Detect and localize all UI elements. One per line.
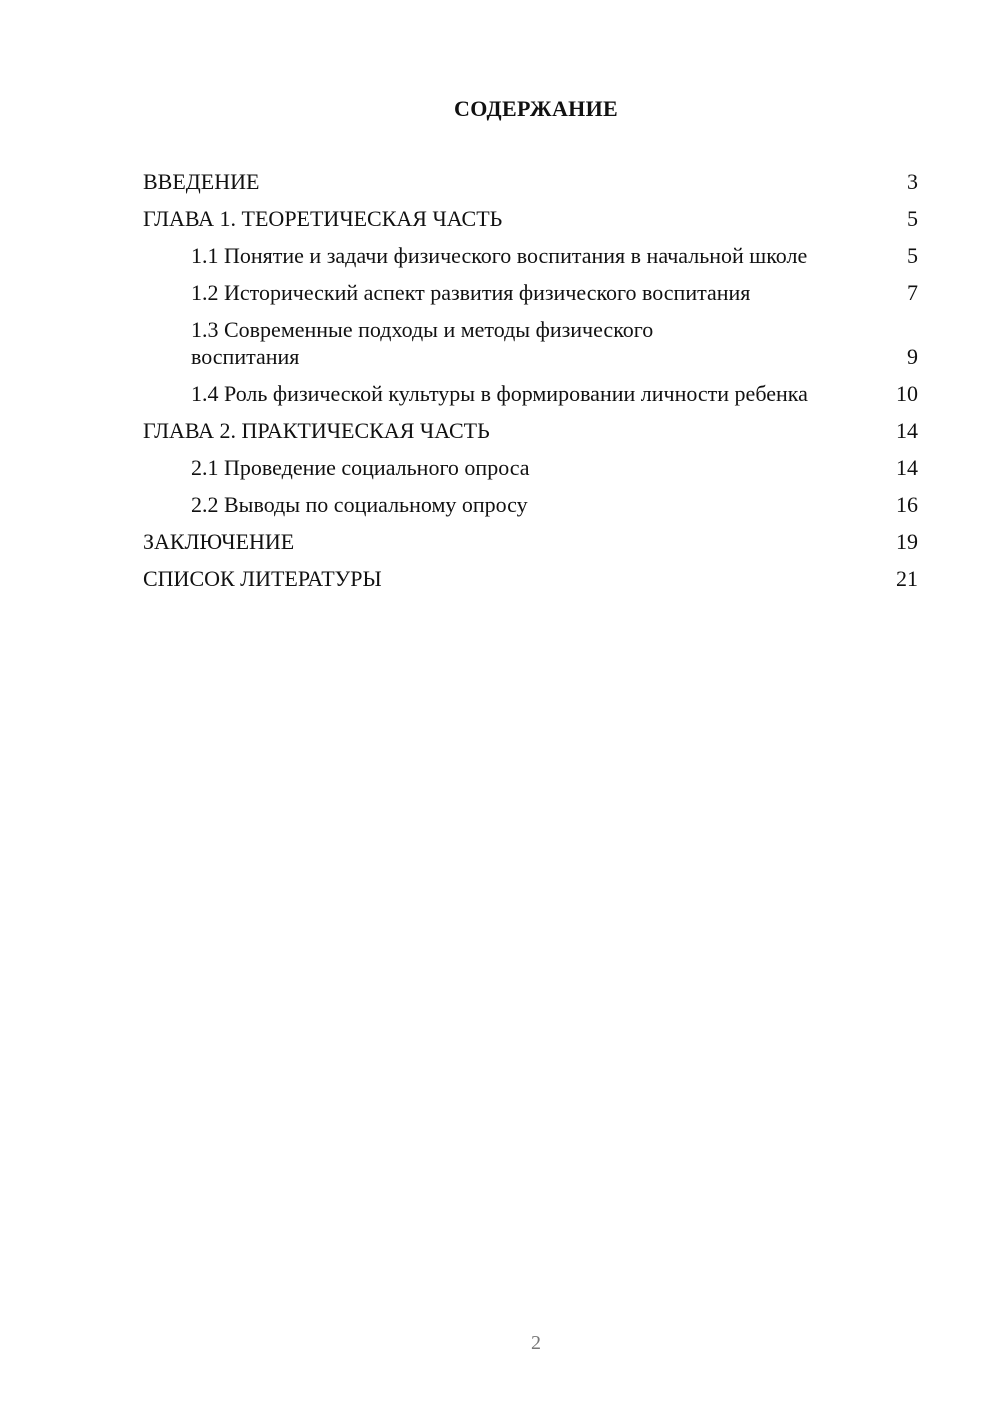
toc-entry-page: 9 — [907, 344, 918, 369]
toc-entry-text: ЗАКЛЮЧЕНИЕ — [143, 529, 295, 554]
toc-entry-conclusion[interactable] — [143, 528, 918, 555]
toc-entry-section-1-2[interactable] — [143, 279, 918, 306]
table-of-contents — [143, 168, 918, 602]
toc-entry-text: 2.2 Выводы по социальному опросу — [191, 492, 528, 517]
toc-entry-text: СПИСОК ЛИТЕРАТУРЫ — [143, 566, 382, 591]
toc-entry-page: 14 — [896, 455, 918, 480]
page-number: 2 — [531, 1332, 541, 1354]
toc-entry-page: 16 — [896, 492, 918, 517]
toc-entry-text: 1.4 Роль физической культуры в формировании личности ребенка — [191, 381, 808, 406]
toc-entry-text: 2.1 Проведение социального опроса — [191, 455, 530, 480]
toc-entry-page: 5 — [907, 206, 918, 231]
toc-entry-page: 7 — [907, 280, 918, 305]
toc-entry-introduction[interactable] — [143, 168, 918, 195]
toc-entry-section-1-3[interactable] — [143, 316, 918, 370]
toc-title: СОДЕРЖАНИЕ — [454, 96, 618, 121]
toc-entry-page: 14 — [896, 418, 918, 443]
toc-entry-chapter-1[interactable] — [143, 205, 918, 232]
toc-entry-text: ВВЕДЕНИЕ — [143, 169, 260, 194]
toc-entry-text: ГЛАВА 2. ПРАКТИЧЕСКАЯ ЧАСТЬ — [143, 418, 490, 443]
toc-entry-section-1-4[interactable] — [143, 380, 918, 407]
toc-entry-text: 1.2 Исторический аспект развития физического воспитания — [191, 280, 751, 305]
toc-entry-text: 1.1 Понятие и задачи физического воспитания в начальной школе — [191, 243, 808, 268]
toc-entry-section-1-1[interactable] — [143, 242, 918, 269]
toc-entry-page: 3 — [907, 169, 918, 194]
toc-entry-chapter-2[interactable] — [143, 417, 918, 444]
toc-entry-page: 10 — [896, 381, 918, 406]
toc-entry-text: 1.3 Современные подходы и методы физического воспитания — [191, 317, 654, 369]
toc-entry-text: ГЛАВА 1. ТЕОРЕТИЧЕСКАЯ ЧАСТЬ — [143, 206, 503, 231]
toc-entry-page: 19 — [896, 529, 918, 554]
toc-entry-section-2-2[interactable] — [143, 491, 918, 518]
toc-entry-bibliography[interactable] — [143, 565, 918, 592]
toc-entry-section-2-1[interactable] — [143, 454, 918, 481]
toc-entry-page: 21 — [896, 566, 918, 591]
toc-entry-page: 5 — [907, 243, 918, 268]
